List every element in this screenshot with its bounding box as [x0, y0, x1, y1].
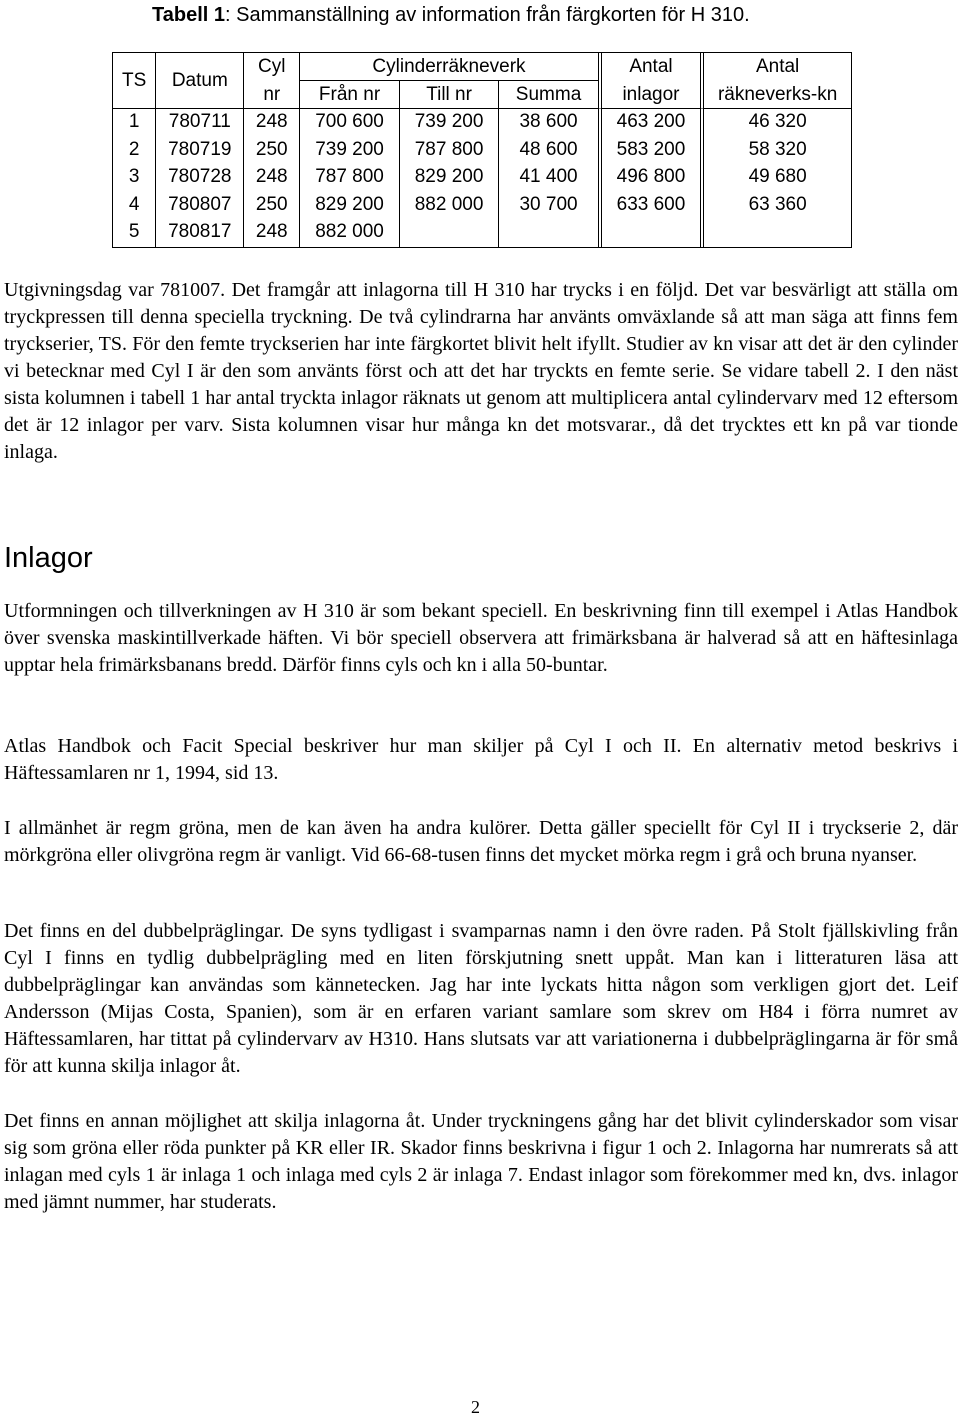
cell-datum: 780728 [155, 164, 243, 192]
cell-kn: 63 360 [700, 192, 851, 220]
cell-fran: 829 200 [299, 192, 399, 220]
cell-till: 882 000 [399, 192, 499, 220]
intro-paragraph-text: Utgivningsdag var 781007. Det framgår att inlagorna till H 310 har trycks i en följd. Det var besvärligt att ställa om tryckpressen till denna speciella tryckning. De två cylindrarna har använts omväxlande så att man säga att finns fem tryckserier, TS. För den femte tryckserien har inte färgkortet blivit helt ifyllt. Studier av kn visar att det är den cylinder vi betecknar med Cyl I är den som använts först och att det har tryckts en femte serie. Se vidare tabell 2. I den näst sista kolumnen i tabell 1 har antal tryckta inlagor räknats ut genom att multiplicera antal cylindervarv med 12 eftersom det är 12 inlagor per varv. Sista kolumnen visar hur många kn det motsvarar., då det trycktes ett kn på var tionde inlaga. [4, 279, 958, 463]
cell-inlagor: 633 600 [598, 192, 701, 220]
table-row [113, 219, 851, 247]
cell-fran: 882 000 [299, 219, 399, 247]
header-cyl-top: Cyl [243, 53, 299, 80]
header-fran: Från nr [299, 80, 399, 109]
cell-datum: 780817 [155, 219, 243, 247]
header-till: Till nr [399, 80, 499, 109]
cell-ts: 4 [128, 193, 140, 215]
body-paragraph-text: Atlas Handbok och Facit Special beskriver hur man skiljer på Cyl I och II. En alternativ metod beskrivs i Häftessamlaren nr 1, 1994, sid 13. [4, 735, 958, 784]
cell-inlagor [598, 219, 701, 247]
cell-till: 829 200 [399, 164, 499, 192]
table-row [113, 192, 851, 220]
cell-summa: 48 600 [498, 137, 597, 165]
cell-datum: 780719 [155, 137, 243, 165]
section-heading: Inlagor [4, 542, 93, 574]
body-paragraph-text: Det finns en annan möjlighet att skilja inlagorna åt. Under tryckningens gång har det blivit cylinderskador som visar sig som gröna eller röda punkter på KR eller IR. Skador finns beskrivna i figur 1 och 2. Inlagorna har numrerats så att inlagan med cyls 1 är inlaga 1 och inlaga med cyls 2 är inlaga 7. Endast inlagor som förekommer med kn, dvs. inlagor med jämnt nummer, har studerats. [4, 1110, 958, 1213]
cell-ts: 1 [128, 111, 140, 132]
body-paragraph [4, 918, 958, 1080]
body-paragraph [4, 733, 958, 787]
header-antal-inlagor-top: Antal [598, 53, 701, 80]
table-caption-label: Tabell 1 [152, 4, 225, 26]
cell-till: 739 200 [399, 109, 499, 137]
cell-summa: 30 700 [498, 192, 597, 220]
header-cyl-bottom: nr [243, 80, 299, 109]
cell-fran: 700 600 [299, 109, 399, 137]
cell-inlagor: 583 200 [598, 137, 701, 165]
cell-kn: 58 320 [700, 137, 851, 165]
cell-kn [700, 219, 851, 247]
cell-cyl: 248 [243, 164, 299, 192]
summary-table [112, 52, 852, 248]
body-paragraph-text: Det finns en del dubbelpräglingar. De syns tydligast i svamparnas namn i den övre raden. På Stolt fjällskivling från Cyl I finns en tydlig dubbelprägling med en liten förskjutning snett uppåt. Man kan i litteraturen läsa att dubbelpräglingar kan användas som kännetecken. Jag har inte lyckats hitta någon som verkligen gjort det. Leif Andersson (Mijas Costa, Spanien), som är en erfaren variant samlare som skrev om H84 i förra numret av Häftessamlaren, har tittat på cylindervarv av H310. Hans slutsats var att variationerna i dubbelpräglingarna är för små för att kunna skilja inlagor åt. [4, 920, 958, 1077]
table-row [113, 137, 851, 165]
cell-summa [498, 219, 597, 247]
cell-kn: 46 320 [700, 109, 851, 137]
cell-fran: 739 200 [299, 137, 399, 165]
cell-cyl: 248 [243, 109, 299, 137]
cell-till: 787 800 [399, 137, 499, 165]
table-caption [152, 2, 750, 28]
cell-inlagor: 463 200 [598, 109, 701, 137]
table-row [113, 164, 851, 192]
body-paragraph [4, 1108, 958, 1216]
cell-datum: 780807 [155, 192, 243, 220]
header-antal-kn-top: Antal [700, 53, 851, 80]
cell-cyl: 250 [243, 137, 299, 165]
cell-summa: 38 600 [498, 109, 597, 137]
body-paragraph [4, 815, 958, 869]
header-cylinderraknevark: Cylinderräkneverk [299, 53, 597, 80]
table-row [113, 109, 851, 137]
cell-fran: 787 800 [299, 164, 399, 192]
cell-summa: 41 400 [498, 164, 597, 192]
header-ts: TS [113, 53, 155, 109]
header-datum: Datum [155, 53, 243, 109]
body-paragraph-text: I allmänhet är regm gröna, men de kan även ha andra kulörer. Detta gäller speciellt för Cyl II i tryckserie 2, där mörkgröna eller olivgröna regm är vanligt. Vid 66-68-tusen finns det mycket mörka regm i grå och bruna nyanser. [4, 817, 958, 866]
cell-ts: 2 [128, 138, 140, 160]
body-paragraph-text: Utformningen och tillverkningen av H 310 är som bekant speciell. En beskrivning finn till exempel i Atlas Handbok över svenska maskintillverkade häften. Vi bör speciell observera att frimärksbana är halverad så att en häftesinlaga upptar hela frimärksbanans bredd. Därför finns cyls och kn i alla 50-buntar. [4, 600, 958, 676]
cell-ts: 5 [128, 221, 140, 243]
body-paragraph [4, 598, 958, 679]
cell-ts: 3 [128, 166, 140, 188]
table-caption-text: : Sammanställning av information från färgkorten för H 310. [225, 4, 750, 26]
header-antal-inlagor-bottom: inlagor [598, 80, 701, 109]
cell-kn: 49 680 [700, 164, 851, 192]
cell-till [399, 219, 499, 247]
cell-cyl: 248 [243, 219, 299, 247]
header-antal-kn-bottom: räkneverks-kn [700, 80, 851, 109]
page-number: 2 [471, 1397, 480, 1417]
cell-cyl: 250 [243, 192, 299, 220]
intro-paragraph [4, 277, 958, 466]
cell-datum: 780711 [155, 109, 243, 137]
cell-inlagor: 496 800 [598, 164, 701, 192]
header-summa: Summa [498, 80, 597, 109]
